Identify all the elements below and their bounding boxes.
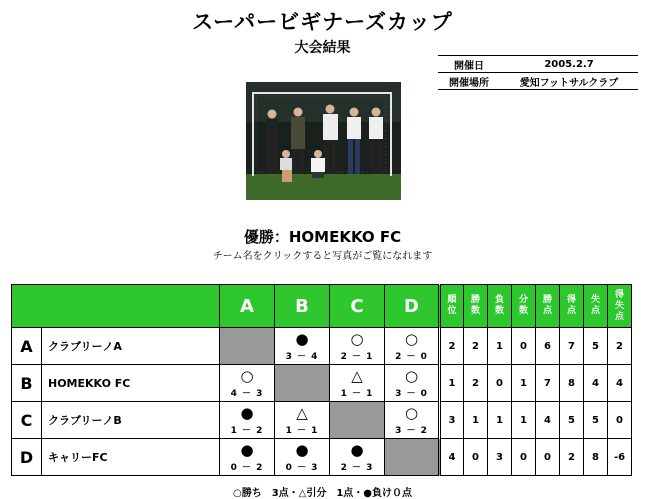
match-score: 3 － 4	[285, 351, 319, 362]
stat-value: 3	[440, 402, 464, 439]
stat-header-char: 得	[614, 289, 624, 300]
stat-value: 6	[536, 328, 560, 365]
result-mark-icon: △	[351, 366, 363, 385]
match-score: 0 － 2	[230, 462, 264, 473]
stat-header-char: 負	[494, 295, 504, 305]
result-mark-icon: ○	[240, 366, 254, 385]
match-score: 1 － 2	[230, 425, 264, 436]
team-name-link[interactable]: クラブリーノB	[42, 402, 220, 439]
stat-header-char: 得	[566, 295, 576, 305]
stat-header	[536, 285, 560, 328]
match-result-cell	[220, 365, 275, 402]
table-row	[12, 365, 632, 402]
result-mark-icon: ○	[404, 329, 419, 348]
stat-header	[512, 285, 536, 328]
stat-value: 2	[464, 328, 488, 365]
match-result-cell	[330, 439, 385, 476]
stat-value: 4	[608, 365, 632, 402]
stat-header-char: 数	[518, 306, 528, 316]
match-score: 4 － 3	[230, 388, 264, 399]
stat-header	[440, 285, 464, 328]
stat-header-char: 数	[470, 306, 480, 316]
page-subtitle: 大会結果	[294, 40, 351, 56]
team-name-link[interactable]: HOMEKKO FC	[42, 365, 220, 402]
stat-header	[488, 285, 512, 328]
result-mark-icon: ○	[404, 366, 419, 385]
stat-header-char: 点	[590, 306, 600, 316]
stat-header-char: 勝	[470, 295, 480, 305]
table-header-row	[12, 285, 632, 328]
stat-value: 2	[560, 439, 584, 476]
stat-value: 0	[608, 402, 632, 439]
column-header-c: C	[330, 285, 385, 328]
match-result-cell	[275, 402, 330, 439]
winner-heading: 優勝：HOMEKKO FC	[243, 228, 402, 246]
stat-value: 0	[464, 439, 488, 476]
match-result-cell	[330, 365, 385, 402]
stat-value: 1	[512, 365, 536, 402]
team-photo	[246, 82, 401, 200]
result-mark-icon: ○	[404, 403, 419, 422]
table-row	[12, 402, 632, 439]
venue-value: 愛知フットサルクラブ	[519, 77, 619, 89]
result-mark-icon: ●	[240, 403, 254, 422]
stat-value: 4	[584, 365, 608, 402]
result-mark-icon: △	[296, 403, 308, 422]
match-result-cell	[385, 402, 440, 439]
match-result-cell	[385, 365, 440, 402]
match-score: 2 － 1	[340, 351, 374, 362]
match-score: 3 － 2	[395, 425, 428, 436]
team-name-link[interactable]: クラブリーノA	[42, 328, 220, 365]
match-result-cell	[275, 328, 330, 365]
stat-header	[584, 285, 608, 328]
stat-header-char: 位	[447, 306, 457, 316]
stat-value: 8	[584, 439, 608, 476]
result-mark-icon: ●	[295, 329, 309, 348]
column-header-a: A	[220, 285, 275, 328]
team-name-link[interactable]: キャリーFC	[42, 439, 220, 476]
stat-header-char: 点	[542, 306, 552, 316]
column-header-b: B	[275, 285, 330, 328]
match-result-cell	[220, 439, 275, 476]
stat-header-char: 分	[518, 295, 528, 305]
stat-value: 0	[536, 439, 560, 476]
stat-value: 2	[464, 365, 488, 402]
page-title: スーパービギナーズカップ	[192, 10, 453, 34]
row-letter: C	[12, 402, 42, 439]
self-match-cell	[220, 328, 275, 365]
results-table	[11, 284, 632, 476]
stat-value: 5	[584, 402, 608, 439]
stat-header-char: 勝	[542, 295, 552, 305]
result-mark-icon: ○	[350, 329, 364, 348]
stat-header-char: 失	[614, 300, 624, 311]
stat-value: 2	[608, 328, 632, 365]
stat-value: 4	[536, 402, 560, 439]
stat-value: 1	[488, 328, 512, 365]
row-letter: D	[12, 439, 42, 476]
result-mark-icon: ●	[295, 440, 309, 459]
stat-value: 0	[512, 328, 536, 365]
points-legend: ○勝ち 3点・△引分 1点・●負け０点	[232, 488, 413, 499]
event-info-box	[438, 55, 638, 90]
stat-value: 1	[488, 402, 512, 439]
match-score: 2 － 3	[340, 462, 374, 473]
match-score: 0 － 3	[285, 462, 319, 473]
table-row	[12, 439, 632, 476]
stat-value: 3	[488, 439, 512, 476]
date-value: 2005.2.7	[544, 58, 594, 70]
stat-header-char: 点	[614, 311, 624, 322]
self-match-cell	[330, 402, 385, 439]
match-score: 1 － 1	[285, 425, 319, 436]
stat-value: 1	[512, 402, 536, 439]
click-hint: チーム名をクリックすると写真がご覧になれます	[212, 251, 433, 262]
stat-header-char: 順	[447, 295, 457, 305]
match-result-cell	[330, 328, 385, 365]
stat-header-char: 失	[590, 295, 600, 305]
stat-value: 1	[440, 365, 464, 402]
match-score: 3 － 0	[395, 388, 428, 399]
match-result-cell	[275, 439, 330, 476]
stat-value: 7	[560, 328, 584, 365]
stat-value: 4	[440, 439, 464, 476]
match-result-cell	[220, 402, 275, 439]
stat-value: 0	[488, 365, 512, 402]
stat-value: 1	[464, 402, 488, 439]
stat-header-char: 点	[566, 306, 576, 316]
table-row	[12, 328, 632, 365]
stat-value: 7	[536, 365, 560, 402]
result-mark-icon: ●	[240, 440, 254, 459]
stat-value: 5	[560, 402, 584, 439]
date-label: 開催日	[454, 60, 484, 72]
venue-label: 開催場所	[449, 77, 489, 89]
self-match-cell	[385, 439, 440, 476]
self-match-cell	[275, 365, 330, 402]
match-score: 1 － 1	[340, 388, 374, 399]
stat-value: 5	[584, 328, 608, 365]
match-result-cell	[385, 328, 440, 365]
stat-header	[560, 285, 584, 328]
row-letter: A	[12, 328, 42, 365]
result-mark-icon: ●	[350, 440, 364, 459]
stat-header	[464, 285, 488, 328]
match-score: 2 － 0	[395, 351, 428, 362]
row-letter: B	[12, 365, 42, 402]
column-header-d: D	[385, 285, 440, 328]
stat-value: 2	[440, 328, 464, 365]
stat-header	[608, 285, 632, 328]
header-blank	[12, 285, 220, 328]
stat-value: 0	[512, 439, 536, 476]
stat-header-char: 数	[494, 306, 504, 316]
stat-value: 8	[560, 365, 584, 402]
stat-value: -6	[608, 439, 632, 476]
